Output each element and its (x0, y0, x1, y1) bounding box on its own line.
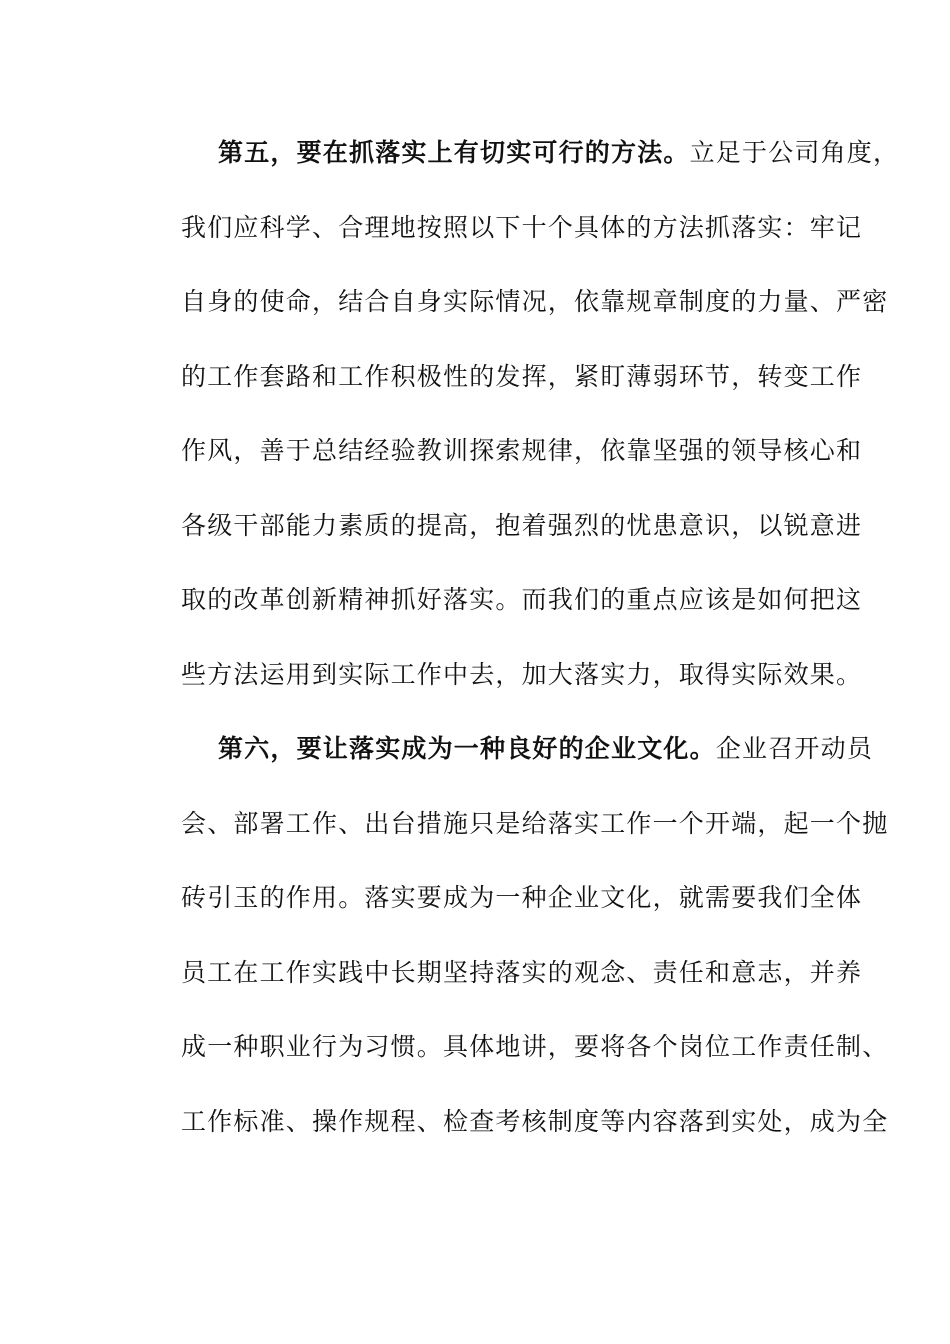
paragraph-6-heading: 第六，要让落实成为一种良好的企业文化。 (218, 734, 716, 763)
paragraph-5-line-8: 些方法运用到实际工作中去，加大落实力，取得实际效果。 (181, 659, 863, 689)
paragraph-6 (144, 712, 889, 1159)
paragraph-5-line-6: 各级干部能力素质的提高，抱着强烈的忧患意识，以锐意进 (181, 510, 863, 540)
paragraph-6-line-3: 砖引玉的作用。落实要成为一种企业文化，就需要我们全体 (181, 883, 863, 912)
paragraph-5-line-3: 自身的使命，结合自身实际情况，依靠规章制度的力量、严密 (181, 287, 889, 316)
paragraph-5-line-4: 的工作套路和工作积极性的发挥，紧盯薄弱环节，转变工作 (181, 361, 863, 391)
paragraph-5-heading: 第五，要在抓落实上有切实可行的方法。 (218, 138, 690, 167)
paragraph-6-line-1 (144, 712, 874, 787)
paragraph-5-line-5: 作风，善于总结经验教训探索规律，依靠坚强的领导核心和 (181, 436, 863, 465)
paragraph-6-line-6: 工作标准、操作规程、检查考核制度等内容落到实处，成为全 (181, 1106, 889, 1136)
paragraph-5-line-7: 取的改革创新精神抓好落实。而我们的重点应该是如何把这 (181, 585, 863, 614)
paragraph-6-text: 企业召开动员 (715, 734, 874, 763)
paragraph-5 (144, 116, 900, 712)
paragraph-5-text: 立足于公司角度， (689, 138, 900, 167)
paragraph-5-line-1 (144, 116, 900, 191)
paragraph-6-line-2: 会、部署工作、出台措施只是给落实工作一个开端，起一个抛 (181, 808, 889, 838)
paragraph-5-line-2: 我们应科学、合理地按照以下十个具体的方法抓落实：牢记 (181, 212, 863, 242)
paragraph-6-line-5: 成一种职业行为习惯。具体地讲，要将各个岗位工作责任制、 (181, 1032, 889, 1061)
paragraph-6-line-4: 员工在工作实践中长期坚持落实的观念、责任和意志，并养 (181, 957, 863, 987)
document-body (144, 116, 900, 1159)
